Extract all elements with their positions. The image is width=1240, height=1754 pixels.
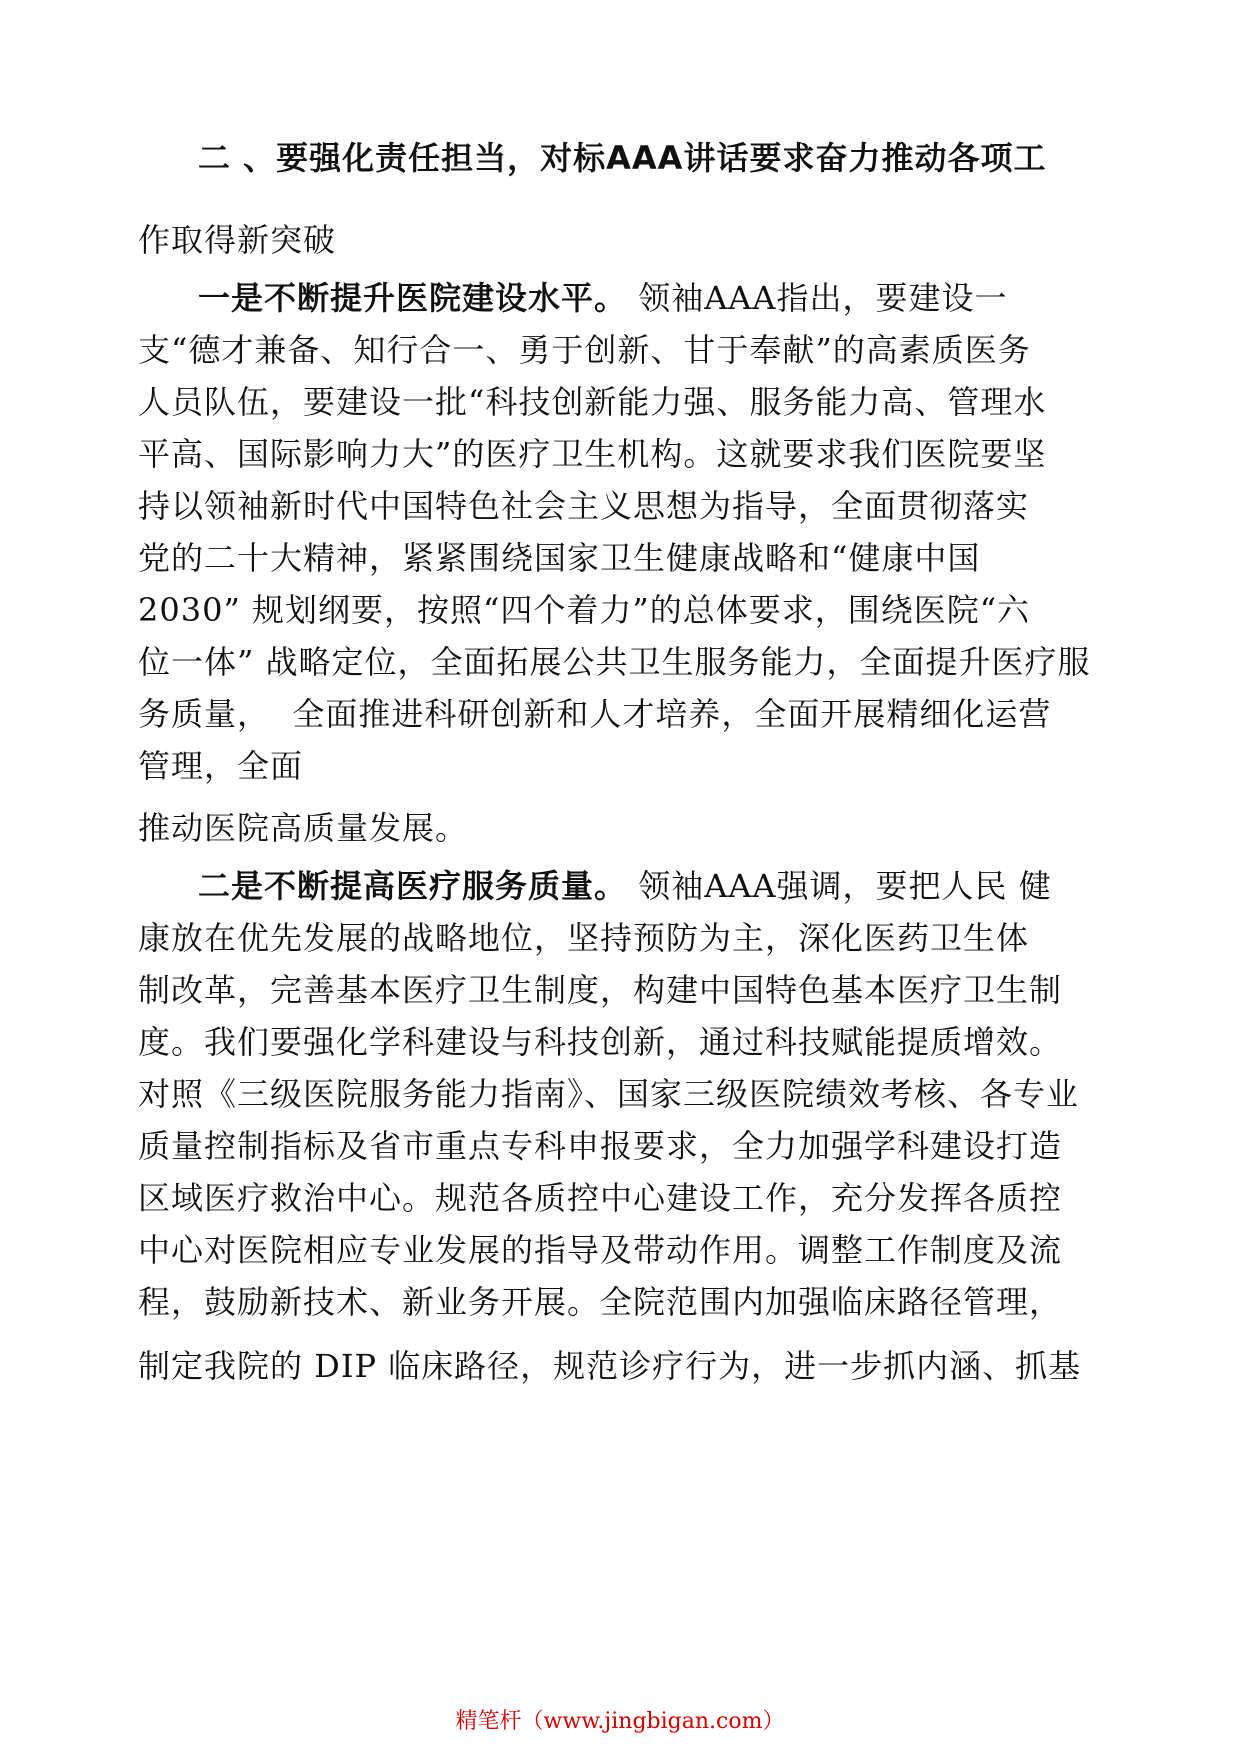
paragraph-2-line: 程，鼓励新技术、新业务开展。全院范围内加强临床路径管理， bbox=[138, 1283, 1063, 1321]
paragraph-2-line: 康放在优先发展的战略地位，坚持预防为主，深化医药卫生体 bbox=[138, 919, 1030, 957]
paragraph-1-lead: 一是不断提升医院建设水平。 bbox=[198, 279, 628, 317]
section-heading-line2: 作取得新突破 bbox=[138, 221, 337, 259]
paragraph-2-first-line bbox=[198, 866, 1052, 906]
paragraph-1-line: 人员队伍，要建设一批“科技创新能力强、服务能力高、管理水 bbox=[138, 383, 1047, 421]
paragraph-2-line: 质量控制指标及省市重点专科申报要求，全力加强学科建设打造 bbox=[138, 1127, 1063, 1165]
paragraph-2-line: 制改革，完善基本医疗卫生制度，构建中国特色基本医疗卫生制 bbox=[138, 971, 1063, 1009]
paragraph-2-line: 区域医疗救治中心。规范各质控中心建设工作，充分发挥各质控 bbox=[138, 1179, 1063, 1217]
paragraph-1-line: 支“德才兼备、知行合一、勇于创新、甘于奉献”的高素质医务 bbox=[138, 331, 1031, 369]
paragraph-1-lead-rest: 领袖AAA指出，要建设一 bbox=[627, 279, 1008, 317]
paragraph-2-line: 对照《三级医院服务能力指南》、国家三级医院绩效考核、各专业 bbox=[138, 1075, 1080, 1113]
paragraph-1-line: 推动医院高质量发展。 bbox=[138, 809, 469, 847]
section-heading-line1: 二 、要强化责任担当，对标AAA讲话要求奋力推动各项工 bbox=[198, 139, 1047, 177]
paragraph-1-line: 位一体” 战略定位，全面拓展公共卫生服务能力，全面提升医疗服 bbox=[138, 643, 1091, 681]
paragraph-1-line: 平高、国际影响力大”的医疗卫生机构。这就要求我们医院要坚 bbox=[138, 435, 1047, 473]
paragraph-2-lead: 二是不断提高医疗服务质量。 bbox=[198, 867, 628, 905]
paragraph-1-line: 持以领袖新时代中国特色社会主义思想为指导，全面贯彻落实 bbox=[138, 487, 1030, 525]
paragraph-1-line: 2030” 规划纲要，按照“四个着力”的总体要求，围绕医院“六 bbox=[138, 591, 1031, 629]
paragraph-2-line: 中心对医院相应专业发展的指导及带动作用。调整工作制度及流 bbox=[138, 1231, 1063, 1269]
paragraph-2-lead-rest: 领袖AAA强调，要把人民 健 bbox=[627, 867, 1052, 905]
paragraph-2-line: 度。我们要强化学科建设与科技创新，通过科技赋能提质增效。 bbox=[138, 1023, 1063, 1061]
paragraph-2-line: 制定我院的 DIP 临床路径，规范诊疗行为，进一步抓内涵、抓基 bbox=[138, 1347, 1082, 1385]
footer-watermark-link[interactable]: 精笔杆（www.jingbigan.com） bbox=[455, 1709, 785, 1734]
paragraph-1-line: 管理，全面 bbox=[138, 747, 304, 785]
paragraph-1-first-line bbox=[198, 278, 1008, 318]
paragraph-1-line: 务质量， 全面推进科研创新和人才培养，全面开展精细化运营 bbox=[138, 695, 1052, 733]
paragraph-1-line: 党的二十大精神，紧紧围绕国家卫生健康战略和“健康中国 bbox=[138, 539, 981, 577]
